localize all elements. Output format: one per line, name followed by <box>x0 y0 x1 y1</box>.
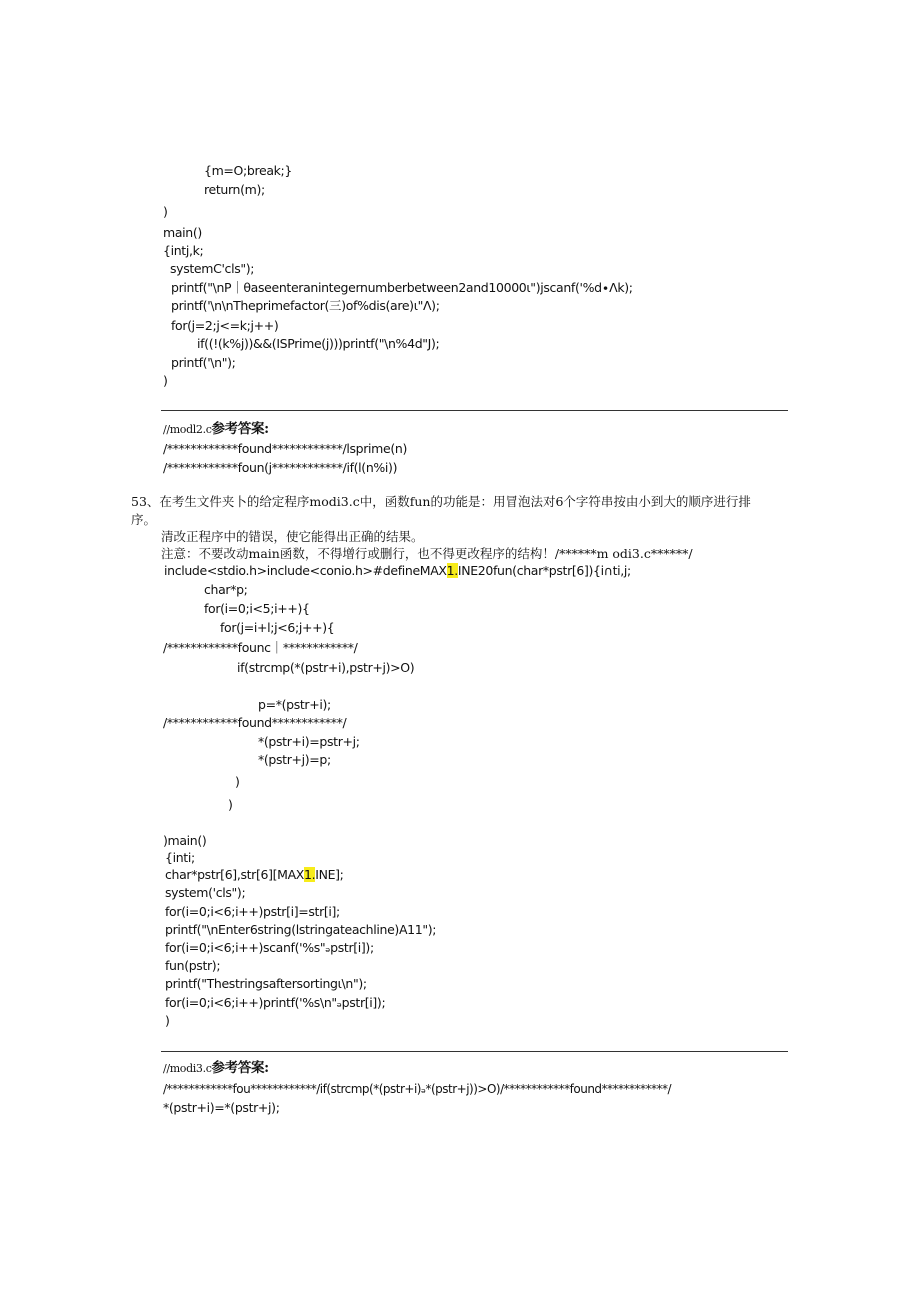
question-text: 序。 <box>131 512 157 527</box>
code-line: printf('\n"); <box>171 355 236 370</box>
code-line: printf('\n\nTheprimefactor(三)of%dis(are)ι"Λ); <box>171 298 440 313</box>
divider <box>161 1051 788 1052</box>
code-line: char*p; <box>204 582 248 597</box>
code-line: system('cls"); <box>165 885 246 900</box>
code-line: if((!(k%j))&&(ISPrime(j)))printf("\n%4d"J); <box>197 336 440 351</box>
highlight-mark: 1. <box>446 563 458 578</box>
highlight-mark: 1. <box>304 867 316 882</box>
code-line: for(i=0;i<6;i++)pstr[i]=str[i]; <box>165 904 340 919</box>
code-line: fun(pstr); <box>165 958 221 973</box>
code-line: main() <box>163 225 202 240</box>
code-line: printf("\nP｜θaseenteranintegernumberbetween2and10000ι")jscanf('%d∙Λk); <box>171 280 633 295</box>
code-line: if(strcmp(*(pstr+i),pstr+j)>O) <box>237 660 415 675</box>
code-line: /************found************/ <box>163 715 347 730</box>
code-line: systemC'cls"); <box>170 261 255 276</box>
code-line: for(j=2;j<=k;j++) <box>171 318 279 333</box>
answer-header: //modi3.c参考答案: <box>163 1060 269 1076</box>
code-line: {inti; <box>165 850 195 865</box>
code-line: )main() <box>163 833 207 848</box>
code-line: char*pstr[6],str[6][MAX1.INE]; <box>165 867 344 882</box>
code-line: *(pstr+j)=p; <box>258 752 331 767</box>
answer-line: /************fou************/if(strcmp(*(pstr+i)ₔ*(pstr+j))>O)/************found************/ <box>163 1082 672 1096</box>
code-line: ) <box>163 373 168 388</box>
question-note: 注意：不要改动main函数，不得增行或删行，也不得更改程序的结构！/******m odi3.c******/ <box>161 546 693 561</box>
question-text: 清改正程序中的错误，使它能得出正确的结果。 <box>161 529 424 544</box>
question-text: 53、在考生文件夹卜的给定程序modi3.c中，函数fun的功能是：用冒泡法对6个字符串按由小到大的顺序进行排 <box>131 494 751 509</box>
code-line: ) <box>165 1013 170 1028</box>
code-line: *(pstr+i)=pstr+j; <box>258 734 360 749</box>
code-line: {m=O;break;} <box>204 163 293 178</box>
answer-header: //modl2.c参考答案: <box>163 421 269 437</box>
code-line: p=*(pstr+i); <box>258 697 331 712</box>
code-line: ) <box>163 204 168 219</box>
code-line: include<stdio.h>include<conio.h>#defineMAX1.INE20fun(char*pstr[6]){i∩ti,j; <box>164 563 631 578</box>
code-line: ) <box>228 797 233 812</box>
code-line: ) <box>235 774 240 789</box>
answer-line: /************foun(j************/if(l(n%i)) <box>163 460 398 475</box>
code-line: for(i=0;i<6;i++)printf('%s\n"ₔpstr[i]); <box>165 995 386 1010</box>
answer-line: *(pstr+i)=*(pstr+j); <box>163 1100 280 1115</box>
code-line: for(j=i+l;j<6;j++){ <box>220 620 335 635</box>
code-line: printf("Thestringsaftersortingι\n"); <box>165 976 367 991</box>
answer-line: /************found************/lsprime(n) <box>163 441 407 456</box>
code-line: for(i=0;i<5;i++){ <box>204 601 310 616</box>
code-line: printf("\nEnter6string(lstringateachline)A11"); <box>165 922 437 937</box>
code-line: {intj,k; <box>163 243 204 258</box>
code-line: /************founc｜************/ <box>163 640 358 655</box>
code-line: return(m); <box>204 182 265 197</box>
code-line: for(i=0;i<6;i++)scanf('%s"ₔpstr[i]); <box>165 940 374 955</box>
divider <box>161 410 788 411</box>
